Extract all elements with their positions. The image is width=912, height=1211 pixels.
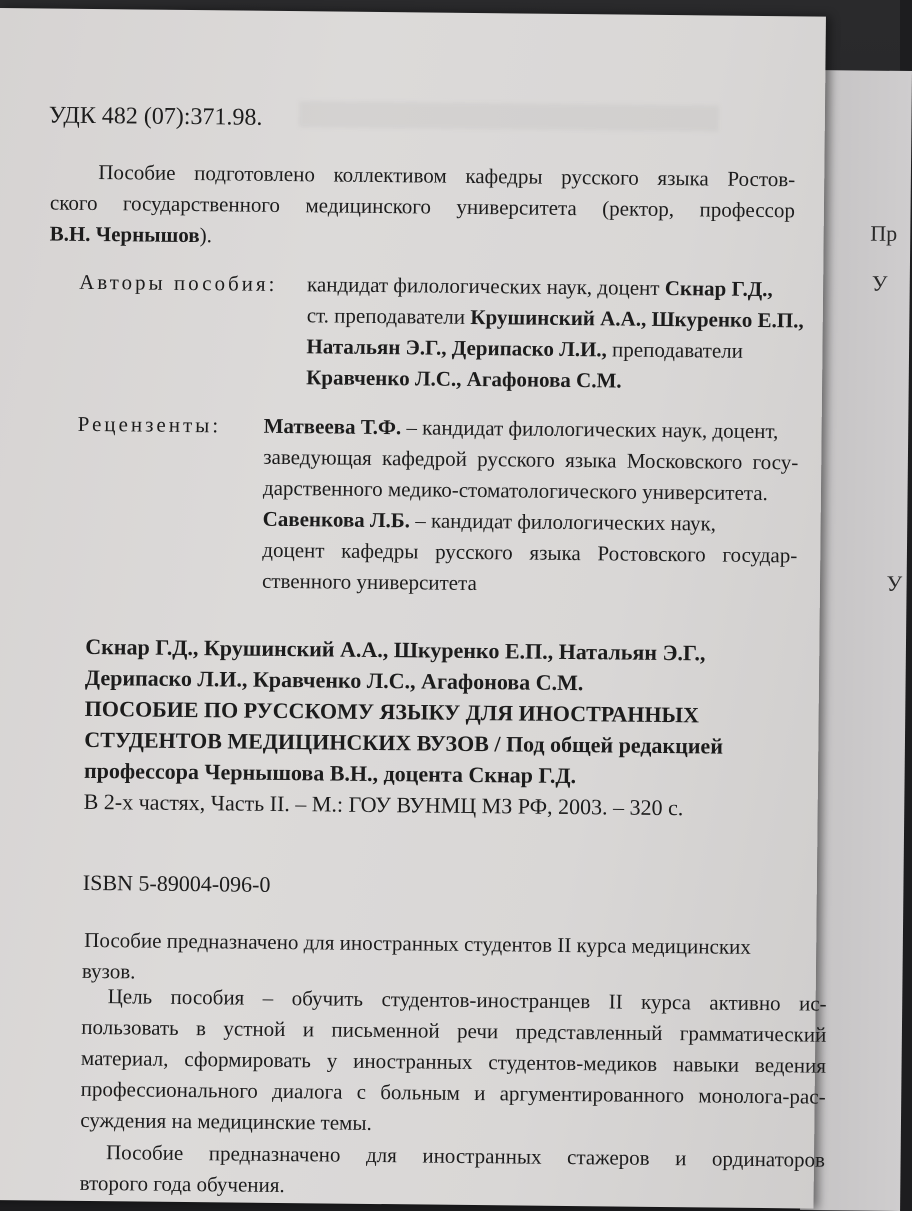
author-role: кандидат филологических наук, доцент <box>306 272 665 300</box>
reviewer-line: ственного университета <box>261 568 477 596</box>
reviewer-title: – кандидат филологических наук, доцент, <box>401 415 779 444</box>
purpose-line: пользовать в устной и письменной речи представленный грамматический <box>81 1014 827 1047</box>
adjacent-page-fragment: У <box>871 270 888 296</box>
authors-label <box>79 267 278 300</box>
reviewer-line: заведующая кафедрой русского языка Московского госу- <box>263 444 799 475</box>
purpose-line: суждения на медицинские темы. <box>80 1107 372 1135</box>
isbn <box>83 867 271 900</box>
udk-text: УДК 482 (07):371.98. <box>48 102 263 131</box>
reviewer-line: дарственного медико-стоматологического университета. <box>262 475 768 506</box>
reviewers-label-text: Рецензенты: <box>77 411 222 438</box>
reviewers-list <box>262 411 799 603</box>
author-role: преподаватели <box>606 337 744 363</box>
reviewer-line: доцент кафедры русского языка Ростовского государ- <box>262 537 798 568</box>
book-title-text: СТУДЕНТОВ МЕДИЦИНСКИХ ВУЗОВ <box>84 726 490 757</box>
purpose-line: Пособие предназначено для иностранных студентов II курса медицинских <box>84 927 751 959</box>
editor-line: профессора Чернышова В.Н., доцента Скнар Г.Д. <box>83 757 577 789</box>
adjacent-page-fragment: У <box>886 570 903 596</box>
reviewer-name: Матвеева Т.Ф. <box>263 413 402 440</box>
intro-line: ского государственного медицинского университета (ректор, профессор <box>49 190 796 223</box>
reviewers-label <box>77 409 221 442</box>
citation-authors-line: Дерипаско Л.И., Кравченко Л.С., Агафонова С.М. <box>84 664 584 696</box>
editor-note: / Под общей редакцией <box>488 731 724 759</box>
purpose-paragraph-2 <box>80 981 827 1144</box>
authors-line: Кравченко Л.С., Агафонова С.М. <box>306 365 622 393</box>
intro-line: Пособие подготовлено коллективом кафедры русского языка Ростов- <box>98 160 796 192</box>
book-title-line: ПОСОБИЕ ПО РУССКОМУ ЯЗЫКУ ДЛЯ ИНОСТРАННЫХ <box>84 695 700 728</box>
author-name: Натальян Э.Г., Дерипаско Л.И., <box>306 334 608 362</box>
intro-paragraph <box>49 157 795 258</box>
udk-code <box>49 101 263 134</box>
author-name: Крушинский А.А., Шкуренко Е.П., <box>470 304 804 333</box>
authors-line <box>307 269 797 305</box>
author-role: ст. преподаватели <box>306 303 471 329</box>
isbn-text: ISBN 5-89004-096-0 <box>82 869 271 897</box>
purpose-line: вузов. <box>81 958 136 984</box>
authors-list <box>306 269 804 398</box>
purpose-line: профессионального диалога с больным и аргументированного монолога-рас- <box>80 1076 826 1109</box>
purpose-line: материал, сформировать у иностранных студентов-медиков навыки ведения <box>80 1045 827 1078</box>
citation-authors-line: Скнар Г.Д., Крушинский А.А., Шкуренко Е.П., Натальян Э.Г., <box>85 633 706 666</box>
rector-name: В.Н. Чернышов <box>49 221 200 248</box>
authors-line <box>306 331 796 367</box>
reviewer-name: Савенкова Л.Б. <box>262 506 411 533</box>
purpose-paragraph-3 <box>80 1137 826 1207</box>
bleed-through <box>299 101 719 131</box>
adjacent-page-fragment: Пр <box>870 220 898 246</box>
citation-title <box>84 693 785 824</box>
purpose-line: Цель пособия – обучить студентов-иностранцев II курса активно ис- <box>107 984 827 1016</box>
authors-line <box>306 300 804 336</box>
author-name: Скнар Г.Д., <box>664 275 773 302</box>
reviewer-title: – кандидат филологических наук, <box>409 508 717 536</box>
authors-label-text: Авторы пособия: <box>79 269 278 296</box>
intro-tail: ). <box>199 223 213 248</box>
purpose-line: второго года обучения. <box>79 1170 285 1198</box>
publication-line: В 2-х частях, Часть II. – М.: ГОУ ВУНМЦ МЗ РФ, 2003. – 320 с. <box>83 788 684 821</box>
purpose-line: Пособие предназначено для иностранных стажеров и ординаторов <box>105 1140 826 1172</box>
citation-authors <box>85 631 786 700</box>
book-page <box>0 8 826 1209</box>
